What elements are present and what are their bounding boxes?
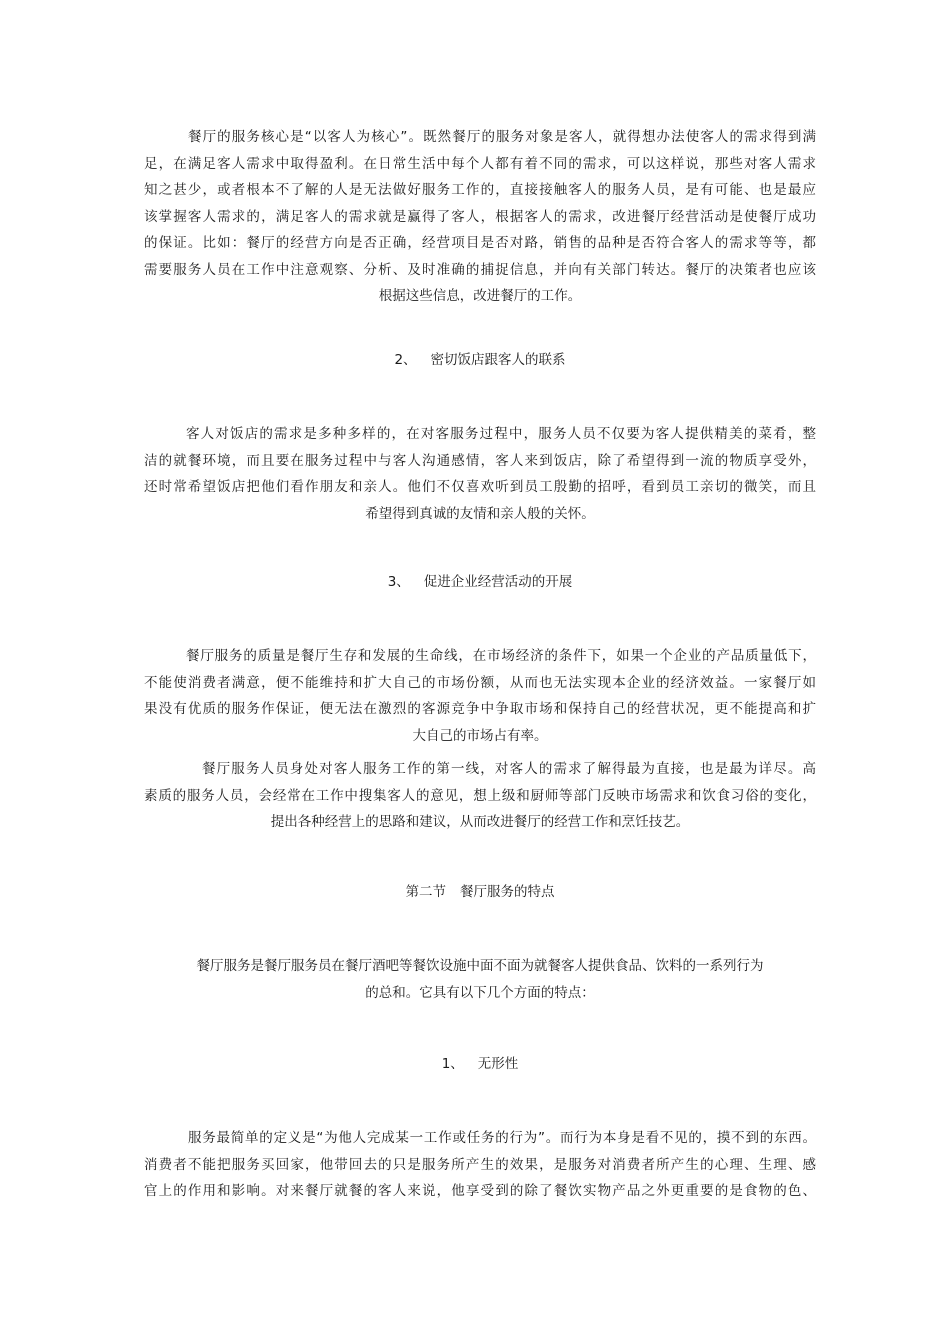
text-line: 提出各种经营上的思路和建议，从而改进餐厅的经营工作和烹饪技艺。: [270, 814, 690, 830]
heading-intangibility: [144, 1054, 816, 1074]
text-line: 希望得到真诚的友情和亲人般的关怀。: [365, 505, 595, 522]
paragraph-front-line-staff: [144, 756, 816, 836]
heading-number: 3、: [387, 574, 410, 590]
heading-text: 无形性: [477, 1056, 519, 1072]
heading-text: 促进企业经营活动的开展: [423, 574, 573, 590]
section-heading: [144, 882, 816, 902]
heading-number: 1、: [441, 1056, 464, 1072]
text-line: 还时常希望饭店把他们看作朋友和亲人。他们不仅喜欢听到员工殷勤的招呼，看到员工亲切的微笑，而且: [144, 479, 816, 495]
text-line: 需要服务人员在工作中注意观察、分析、及时准确的捕捉信息，并向有关部门转达。餐厅的决策者也应该: [144, 261, 816, 278]
text-line: 洁的就餐环境，而且要在服务过程中与客人沟通感情，客人来到饭店，除了希望得到一流的物质享受外，: [144, 452, 816, 469]
paragraph-intangibility: [144, 1125, 816, 1205]
text-line: 该掌握客人需求的，满足客人的需求就是赢得了客人，根据客人的需求，改进餐厅经营活动是使餐厅成功: [144, 208, 816, 225]
paragraph-guest-needs: [144, 421, 816, 527]
paragraph-service-definition: [144, 953, 816, 1006]
text-line: 餐厅服务人员身处对客人服务工作的第一线，对客人的需求了解得最为直接，也是最为详尽。高: [202, 761, 816, 777]
heading-text: 密切饭店跟客人的联系: [430, 352, 566, 368]
text-line: 足，在满足客人需求中取得盈利。在日常生活中每个人都有着不同的需求，可以这样说，那些对客人需求: [144, 155, 816, 172]
text-line: 服务最简单的定义是“为他人完成某一工作或任务的行为”。而行为本身是看不见的，摸不到的东西。: [188, 1130, 816, 1146]
text-line: 大自己的市场占有率。: [412, 727, 548, 744]
section-label: 第二节: [405, 884, 446, 900]
text-line: 知之甚少，或者根本不了解的人是无法做好服务工作的，直接接触客人的服务人员，是有可能、也是最应: [144, 182, 816, 198]
text-line: 客人对饭店的需求是多种多样的，在对客服务过程中，服务人员不仅要为客人提供精美的菜肴，整: [186, 426, 816, 442]
text-line: 的保证。比如：餐厅的经营方向是否正确，经营项目是否对路，销售的品种是否符合客人的需求等等，都: [144, 235, 816, 251]
text-line: 消费者不能把服务买回家，他带回去的只是服务所产生的效果，是服务对消费者所产生的心理、生理、感: [144, 1156, 816, 1173]
text-line: 官上的作用和影响。对来餐厅就餐的客人来说，他享受到的除了餐饮实物产品之外更重要的是食物的色、: [144, 1183, 816, 1199]
heading-connect-guests: [144, 350, 816, 370]
text-line: 餐厅的服务核心是“以客人为核心”。既然餐厅的服务对象是客人，就得想办法使客人的需求得到满: [188, 129, 816, 145]
heading-promote-operations: [144, 572, 816, 592]
text-line: 素质的服务人员，会经常在工作中搜集客人的意见，想上级和厨师等部门反映市场需求和饮食习俗的变化，: [144, 787, 816, 804]
heading-number: 2、: [394, 352, 417, 368]
section-title: 餐厅服务的特点: [460, 884, 555, 900]
text-line: 果没有优质的服务作保证，便无法在激烈的客源竞争中争取市场和保持自己的经营状况，更不能提高和扩: [144, 701, 816, 717]
paragraph-service-core: [144, 124, 816, 310]
text-line: 餐厅服务的质量是餐厅生存和发展的生命线，在市场经济的条件下，如果一个企业的产品质量低下，: [186, 648, 816, 664]
paragraph-service-quality: [144, 643, 816, 749]
text-line: 不能使消费者满意，便不能维持和扩大自己的市场份额，从而也无法实现本企业的经济效益。一家餐厅如: [144, 674, 816, 691]
text-line: 的总和。它具有以下几个方面的特点：: [365, 984, 595, 1001]
text-line: 餐厅服务是餐厅服务员在餐厅酒吧等餐饮设施中面不面为就餐客人提供食品、饮料的一系列行为: [196, 958, 764, 974]
text-line: 根据这些信息，改进餐厅的工作。: [378, 288, 582, 304]
